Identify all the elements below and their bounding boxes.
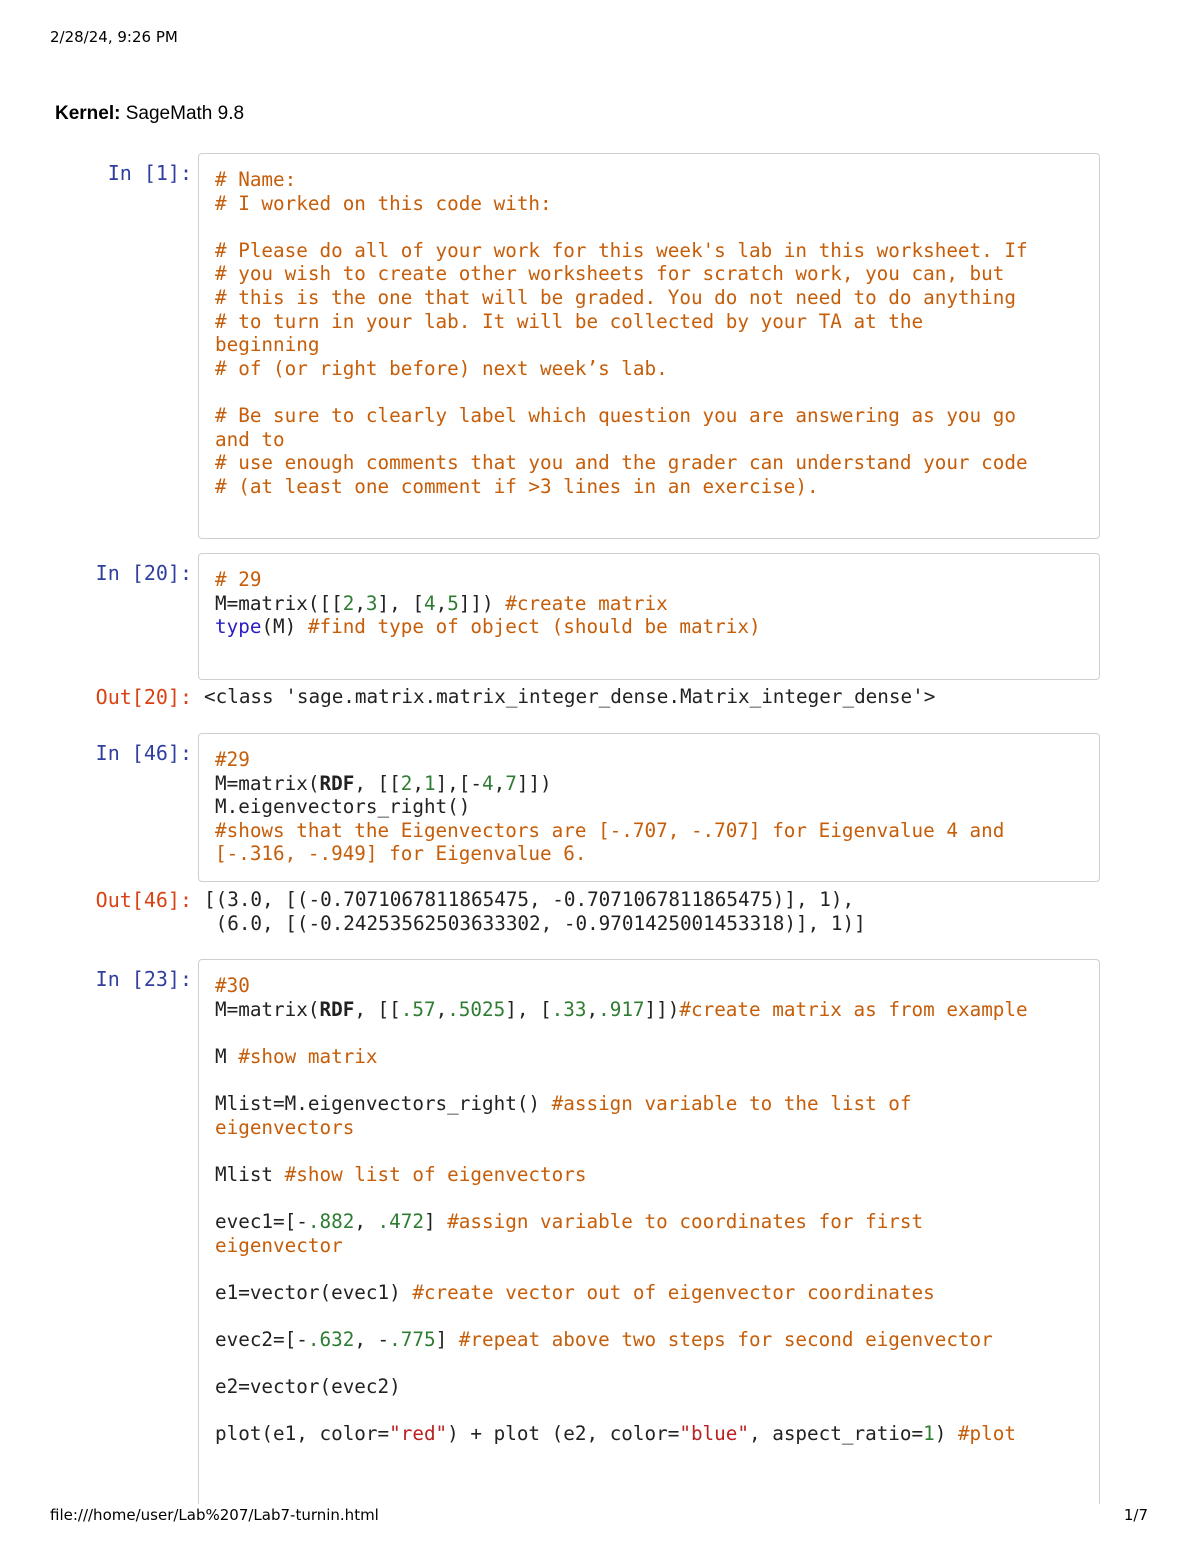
code-cell-20-source[interactable]: # 29 M=matrix([[2,3], [4,5]]) #create matrix type(M) #find type of object (should be matrix) xyxy=(215,568,761,639)
code-cell-23-source[interactable]: #30 M=matrix(RDF, [[.57,.5025], [.33,.917]])#create matrix as from example M #show matrix Mlist=M.eigenvectors_right() #assign variable to the list of eigenvectors Mlist #show list of eigenvectors evec1=[-.882, .472] #assign variable to coordinates for first eigenvector e1=vector(evec1) #create vector out of eigenvector coordinates evec2=[-.632, -.775] #repeat above two steps for second eigenvector e2=vector(evec2) plot(e1, color="red") + plot (e2, color="blue", aspect_ratio=1) #plot xyxy=(215,974,1028,1446)
input-prompt-23: In [23]: xyxy=(95,967,192,991)
output-prompt-46: Out[46]: xyxy=(95,888,192,912)
print-footer-page: 1/7 xyxy=(1123,1506,1148,1524)
kernel-info xyxy=(55,103,244,125)
output-46: [(3.0, [(-0.7071067811865475, -0.7071067811865475)], 1), (6.0, [(-0.24253562503633302, -0.9701425001453318)], 1)] xyxy=(204,888,866,935)
code-cell-46[interactable] xyxy=(198,733,1100,882)
code-cell-1-source[interactable]: # Name: # I worked on this code with: # Please do all of your work for this week's lab in this worksheet. If # you wish to create other worksheets for scratch work, you can, but # this is the one that will be graded. You do not need to do anything # to turn in your lab. It will be collected by your TA at the beginning # of (or right before) next week’s lab. # Be sure to clearly label which question you are answering as you go and to # use enough comments that you and the grader can understand your code # (at least one comment if >3 lines in an exercise). xyxy=(215,168,1028,498)
print-footer-path: file:///home/user/Lab%207/Lab7-turnin.html xyxy=(50,1506,379,1524)
input-prompt-20: In [20]: xyxy=(95,561,192,585)
print-date: 2/28/24, 9:26 PM xyxy=(50,28,178,46)
kernel-name: SageMath 9.8 xyxy=(125,103,245,124)
code-cell-23[interactable] xyxy=(198,959,1100,1504)
output-prompt-20: Out[20]: xyxy=(95,685,192,709)
code-cell-20[interactable] xyxy=(198,553,1100,680)
output-20: <class 'sage.matrix.matrix_integer_dense.Matrix_integer_dense'> xyxy=(204,685,936,708)
code-cell-46-source[interactable]: #29 M=matrix(RDF, [[2,1],[-4,7]]) M.eigenvectors_right() #shows that the Eigenvectors are [-.707, -.707] for Eigenvalue 4 and [-.316, -.949] for Eigenvalue 6. xyxy=(215,748,1005,866)
code-cell-1[interactable] xyxy=(198,153,1100,539)
input-prompt-46: In [46]: xyxy=(95,741,192,765)
kernel-label: Kernel: xyxy=(55,103,121,124)
input-prompt-1: In [1]: xyxy=(107,161,192,185)
